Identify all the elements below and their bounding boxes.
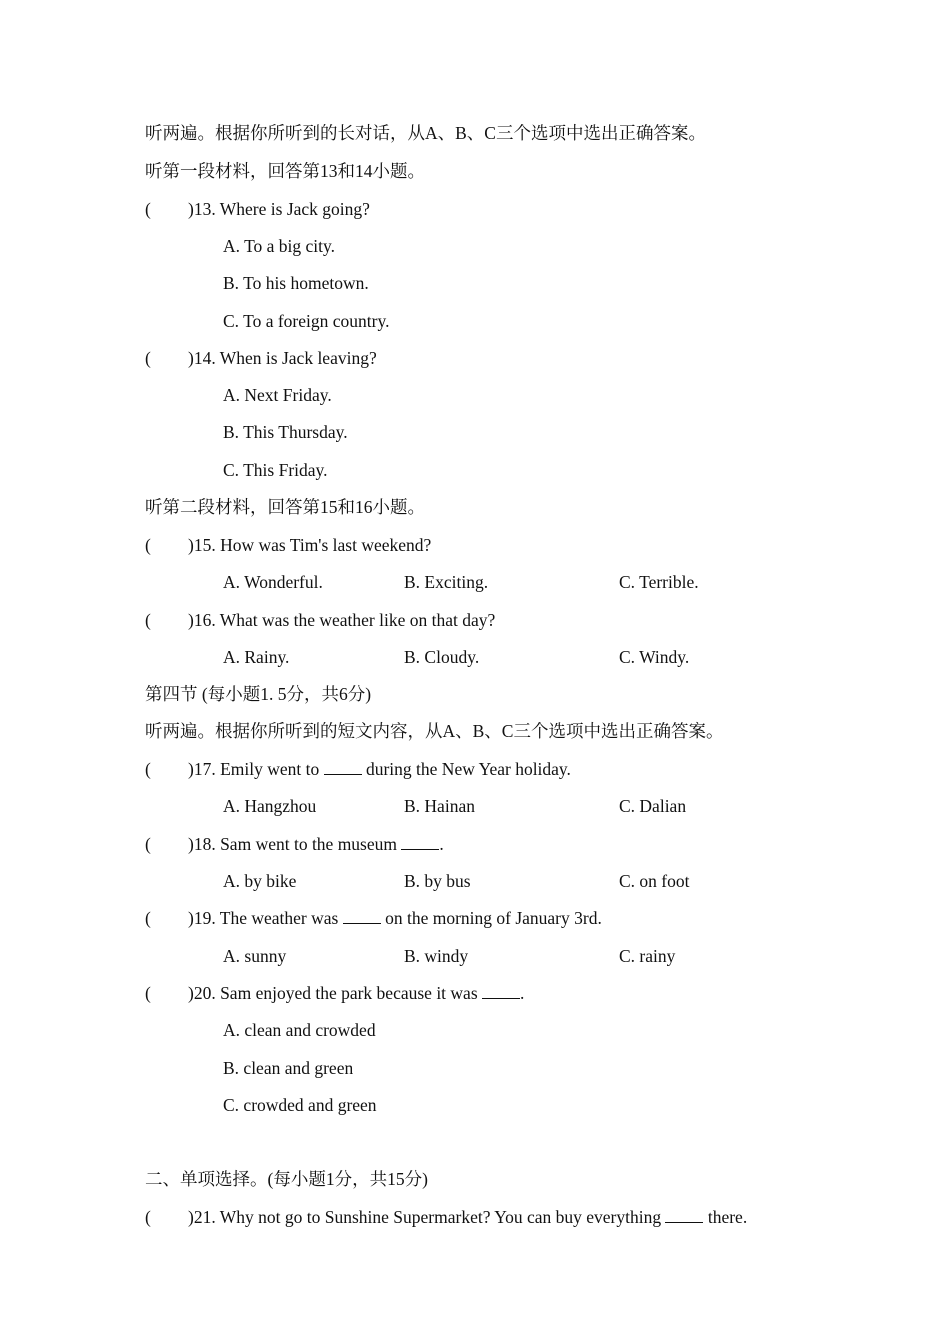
question-text: [188, 833, 444, 855]
question-text: [188, 907, 602, 929]
option-b: B. clean and green: [223, 1058, 354, 1078]
question-text: )13. Where is Jack going?: [188, 199, 370, 219]
question-text-end: .: [520, 983, 525, 1003]
option-a: A. Wonderful.: [223, 572, 323, 592]
answer-paren[interactable]: (: [145, 348, 151, 368]
answer-paren[interactable]: (: [145, 834, 151, 854]
answer-paren[interactable]: (: [145, 535, 151, 555]
question-text-start: )18. Sam went to the museum: [188, 834, 398, 854]
option-c: C. Terrible.: [619, 572, 699, 592]
option-a: A. clean and crowded: [223, 1020, 376, 1040]
answer-paren[interactable]: (: [145, 983, 151, 1003]
option-c: C. crowded and green: [223, 1095, 377, 1115]
question-text: [188, 982, 524, 1004]
option-c: C. rainy: [619, 946, 676, 966]
section-heading-2: 听第二段材料，回答第15和16小题。: [145, 497, 425, 517]
fill-in-blank[interactable]: [482, 982, 520, 999]
option-a: A. by bike: [223, 871, 297, 891]
answer-paren[interactable]: (: [145, 759, 151, 779]
option-b: B. To his hometown.: [223, 273, 369, 293]
option-c: C. Windy.: [619, 647, 690, 667]
question-text-start: )21. Why not go to Sunshine Supermarket? You can buy everything: [188, 1207, 662, 1227]
question-text-end: on the morning of January 3rd.: [385, 908, 602, 928]
question-text: )16. What was the weather like on that day?: [188, 610, 496, 630]
option-b: B. This Thursday.: [223, 422, 348, 442]
section-heading-1: 听第一段材料，回答第13和14小题。: [145, 161, 425, 181]
option-a: A. Hangzhou: [223, 796, 317, 816]
instruction-passage: 听两遍。根据你所听到的短文内容，从A、B、C三个选项中选出正确答案。: [145, 721, 724, 741]
option-b: B. Exciting.: [404, 572, 489, 592]
option-a: A. To a big city.: [223, 236, 336, 256]
question-text-end: there.: [707, 1207, 748, 1227]
fill-in-blank[interactable]: [401, 833, 439, 850]
option-b: B. Hainan: [404, 796, 475, 816]
option-b: B. by bus: [404, 871, 471, 891]
option-a: A. Next Friday.: [223, 385, 332, 405]
question-text-start: )17. Emily went to: [188, 759, 320, 779]
option-c: C. This Friday.: [223, 460, 328, 480]
question-text: [188, 1206, 747, 1228]
fill-in-blank[interactable]: [665, 1206, 703, 1223]
option-b: B. windy: [404, 946, 469, 966]
part4-heading: 第四节 (每小题1. 5分，共6分): [145, 684, 372, 704]
question-text-end: during the New Year holiday.: [365, 759, 571, 779]
answer-paren[interactable]: (: [145, 610, 151, 630]
answer-paren[interactable]: (: [145, 908, 151, 928]
option-a: A. Rainy.: [223, 647, 290, 667]
question-text: )14. When is Jack leaving?: [188, 348, 377, 368]
fill-in-blank[interactable]: [343, 907, 381, 924]
answer-paren[interactable]: (: [145, 1207, 151, 1227]
option-b: B. Cloudy.: [404, 647, 480, 667]
answer-paren[interactable]: (: [145, 199, 151, 219]
instruction-long-dialogue: 听两遍。根据你所听到的长对话，从A、B、C三个选项中选出正确答案。: [145, 123, 706, 143]
question-text: [188, 758, 571, 780]
question-text-end: .: [439, 834, 444, 854]
option-c: C. Dalian: [619, 796, 687, 816]
question-text: )15. How was Tim's last weekend?: [188, 535, 432, 555]
option-c: C. on foot: [619, 871, 690, 891]
fill-in-blank[interactable]: [324, 758, 362, 775]
part2-heading: 二、单项选择。(每小题1分，共15分): [145, 1169, 428, 1189]
option-c: C. To a foreign country.: [223, 311, 390, 331]
question-text-start: )20. Sam enjoyed the park because it was: [188, 983, 478, 1003]
option-a: A. sunny: [223, 946, 287, 966]
question-text-start: )19. The weather was: [188, 908, 339, 928]
